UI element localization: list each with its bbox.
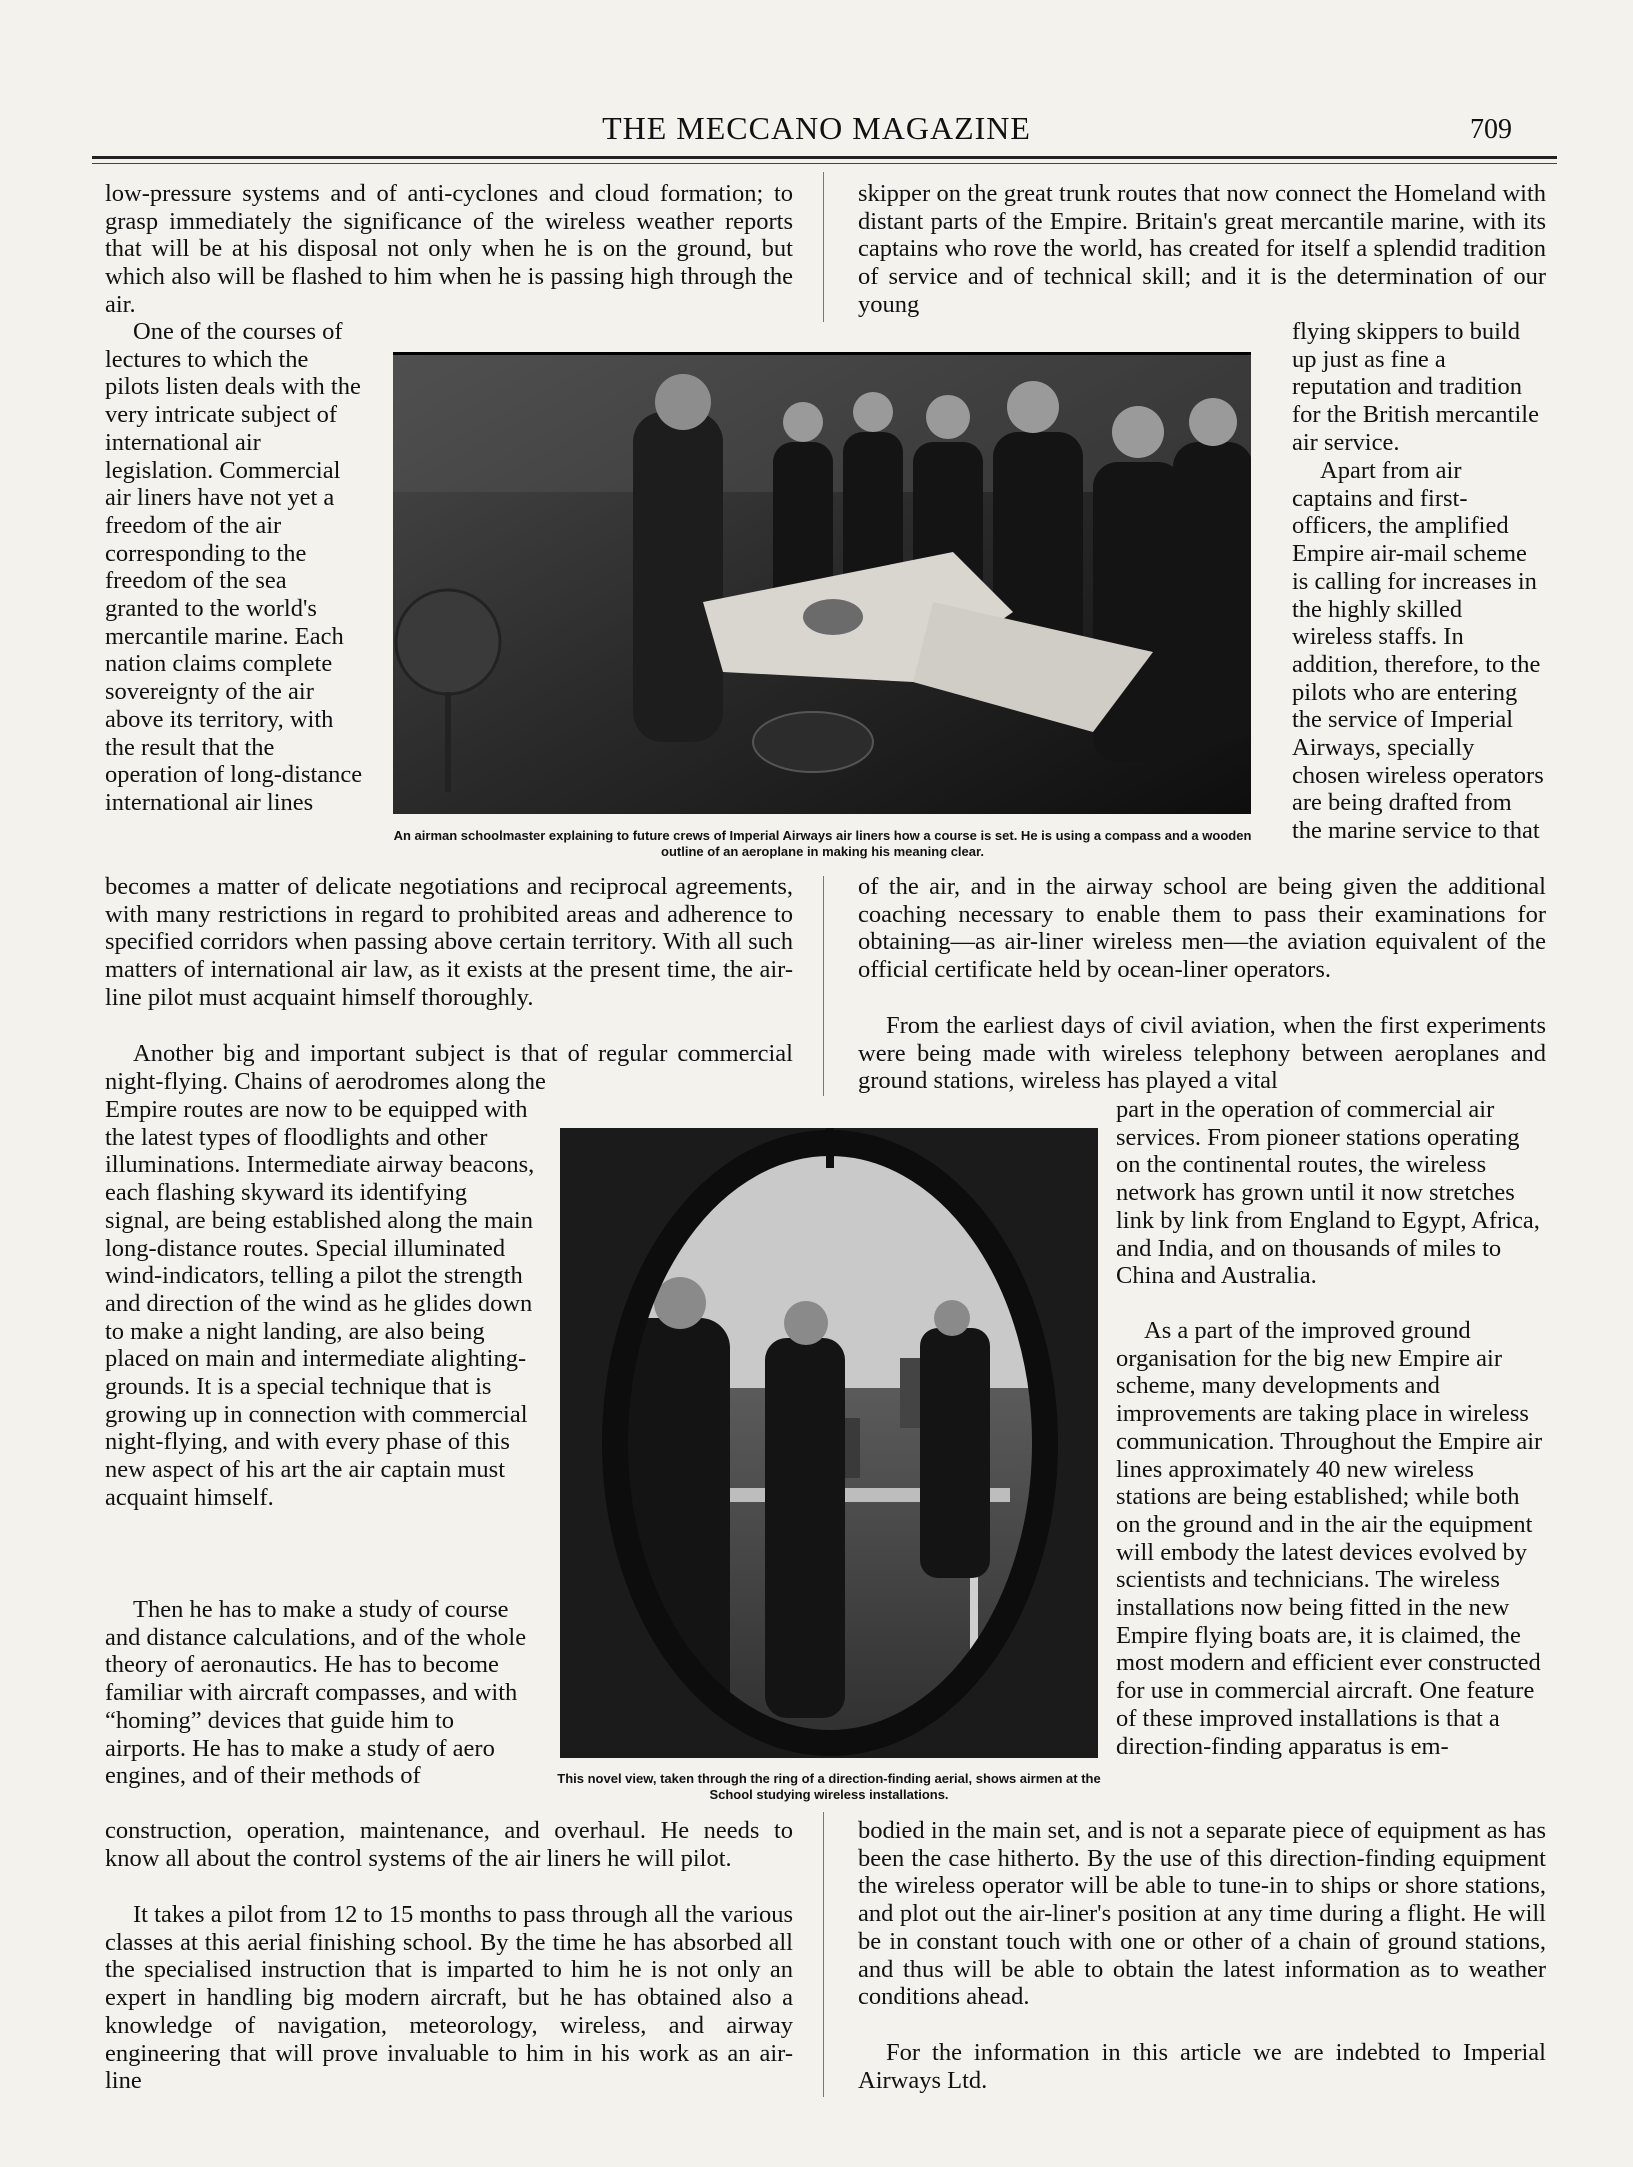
col2-paragraph-1: skipper on the great trunk routes that now connect the Homeland with distant parts of the Empire. Britain's great mercantile marine, with its captains who rove the world, has created for itself a splendid tradition of service and of technical skill; and it is the determination of our young bbox=[858, 180, 1546, 318]
direction-finding-aerial-photo bbox=[560, 1128, 1098, 1758]
col2-paragraph-4-wrap: As a part of the improved ground organisation for the big new Empire air scheme, many developments and improvements are taking place in wireless communication. Throughout the Empire air lines approximately 40 new wireless stations are being established; while both on the ground and in the air the equipment will embody the latest devices evolved by scientists and technicians. The wireless installations now being fitted in the new Empire flying boats are, it is claimed, the most modern and efficient ever constructed for use in commercial aircraft. One feature of these improved installations is that a direction-finding apparatus is em- bbox=[1116, 1317, 1543, 1760]
figure-2-caption: This novel view, taken through the ring of a direction-finding aerial, shows airmen at the School studying wireless installations. bbox=[557, 1771, 1101, 1802]
column-divider-middle bbox=[823, 876, 824, 1096]
col2-paragraph-3: From the earliest days of civil aviation, when the first experiments were being made with wireless telephony between aeroplanes and ground stations, wireless has played a vital bbox=[858, 1012, 1546, 1095]
col1-paragraph-3: Another big and important subject is that of regular commercial night-flying. Chains of aerodromes along the bbox=[105, 1040, 793, 1095]
col2-paragraph-1-wrap: flying skippers to build up just as fine a reputation and tradition for the British mercantile air service. bbox=[1292, 318, 1539, 456]
col1-paragraph-2-continued: becomes a matter of delicate negotiations and reciprocal agreements, with many restrictions in regard to prohibited areas and adherence to specified corridors when passing above certain territory. With all such matters of international air law, as it exists at the present time, the air-line pilot must acquaint himself thoroughly. bbox=[105, 873, 793, 1011]
col2-paragraph-2-continued: of the air, and in the airway school are being given the additional coaching necessary to enable them to pass their examinations for obtaining—as air-liner wireless men—the aviation equivalent of the official certificate held by ocean-liner operators. bbox=[858, 873, 1546, 984]
magazine-title: THE MECCANO MAGAZINE bbox=[602, 110, 1031, 146]
col1-paragraph-2-wrap: One of the courses of lectures to which the pilots listen deals with the very intricate subject of international air legislation. Commercial air liners have not yet a freedom of the air corresponding to the freedom of the sea granted to the world's mercantile marine. Each nation claims complete sovereignty of the air above its territory, with the result that the operation of long-distance international air lines bbox=[105, 318, 363, 816]
col1-paragraph-5: It takes a pilot from 12 to 15 months to pass through all the various classes at this aerial finishing school. By the time he has absorbed all the specialised instruction that is imparted to him he is not only an expert in handling big modern aircraft, but he has obtained also a knowledge of navigation, meteorology, wireless, and airway engineering that will prove invaluable to him in his work as an air-line bbox=[105, 1901, 793, 2095]
col1-paragraph-1: low-pressure systems and of anti-cyclones and cloud formation; to grasp immediately the significance of the wireless weather reports that will be at his disposal not only when he is on the ground, but which also will be flashed to him when he is passing high through the air. bbox=[105, 180, 793, 318]
header-rule bbox=[92, 156, 1557, 159]
page-number: 709 bbox=[1470, 114, 1512, 145]
header-rule-thin bbox=[92, 163, 1557, 164]
col1-paragraph-4-continued: construction, operation, maintenance, and overhaul. He needs to know all about the control systems of the air liners he will pilot. bbox=[105, 1817, 793, 1872]
column-divider-top bbox=[823, 172, 824, 322]
col2-paragraph-4-continued: bodied in the main set, and is not a separate piece of equipment as has been the case hitherto. By the use of this direction-finding equipment the wireless operator will be able to tune-in to ships or shore stations, and plot out the air-liner's position at any time during a flight. He will be in constant touch with one or other of a chain of ground stations, and thus will be able to obtain the latest information as to weather conditions ahead. bbox=[858, 1817, 1546, 2011]
figure-1-caption: An airman schoolmaster explaining to future crews of Imperial Airways air liners how a course is set. He is using a compass and a wooden outline of an aeroplane in making his meaning clear. bbox=[393, 828, 1252, 859]
col2-paragraph-5: For the information in this article we are indebted to Imperial Airways Ltd. bbox=[858, 2039, 1546, 2094]
col2-paragraph-2-wrap: Apart from air captains and first-officers, the amplified Empire air-mail scheme is calling for increases in the highly skilled wireless staffs. In addition, therefore, to the pilots who are entering the service of Imperial Airways, specially chosen wireless operators are being drafted from the marine service to that bbox=[1292, 457, 1544, 845]
column-divider-bottom bbox=[823, 1812, 824, 2097]
col1-paragraph-4-wrap: Then he has to make a study of course and distance calculations, and of the whole theory of aeronautics. He has to become familiar with aircraft compasses, and with “homing” devices that guide him to airports. He has to make a study of aero engines, and of their methods of bbox=[105, 1596, 527, 1790]
col1-paragraph-3-wrap: Empire routes are now to be equipped with the latest types of floodlights and other illuminations. Intermediate airway beacons, each flashing skyward its identifying signal, are being established along the main long-distance routes. Special illuminated wind-indicators, telling a pilot the strength and direction of the wind as he glides down to make a night landing, are also being placed on main and intermediate alighting-grounds. It is a special technique that is growing up in connection with commercial night-flying, and with every phase of this new aspect of his art the air captain must acquaint himself. bbox=[105, 1096, 535, 1511]
col2-paragraph-3-wrap: part in the operation of commercial air services. From pioneer stations operating on the continental routes, the wireless network has grown until it now stretches link by link from England to Egypt, Africa, and India, and on thousands of miles to China and Australia. bbox=[1116, 1096, 1540, 1290]
classroom-photo bbox=[393, 352, 1251, 814]
